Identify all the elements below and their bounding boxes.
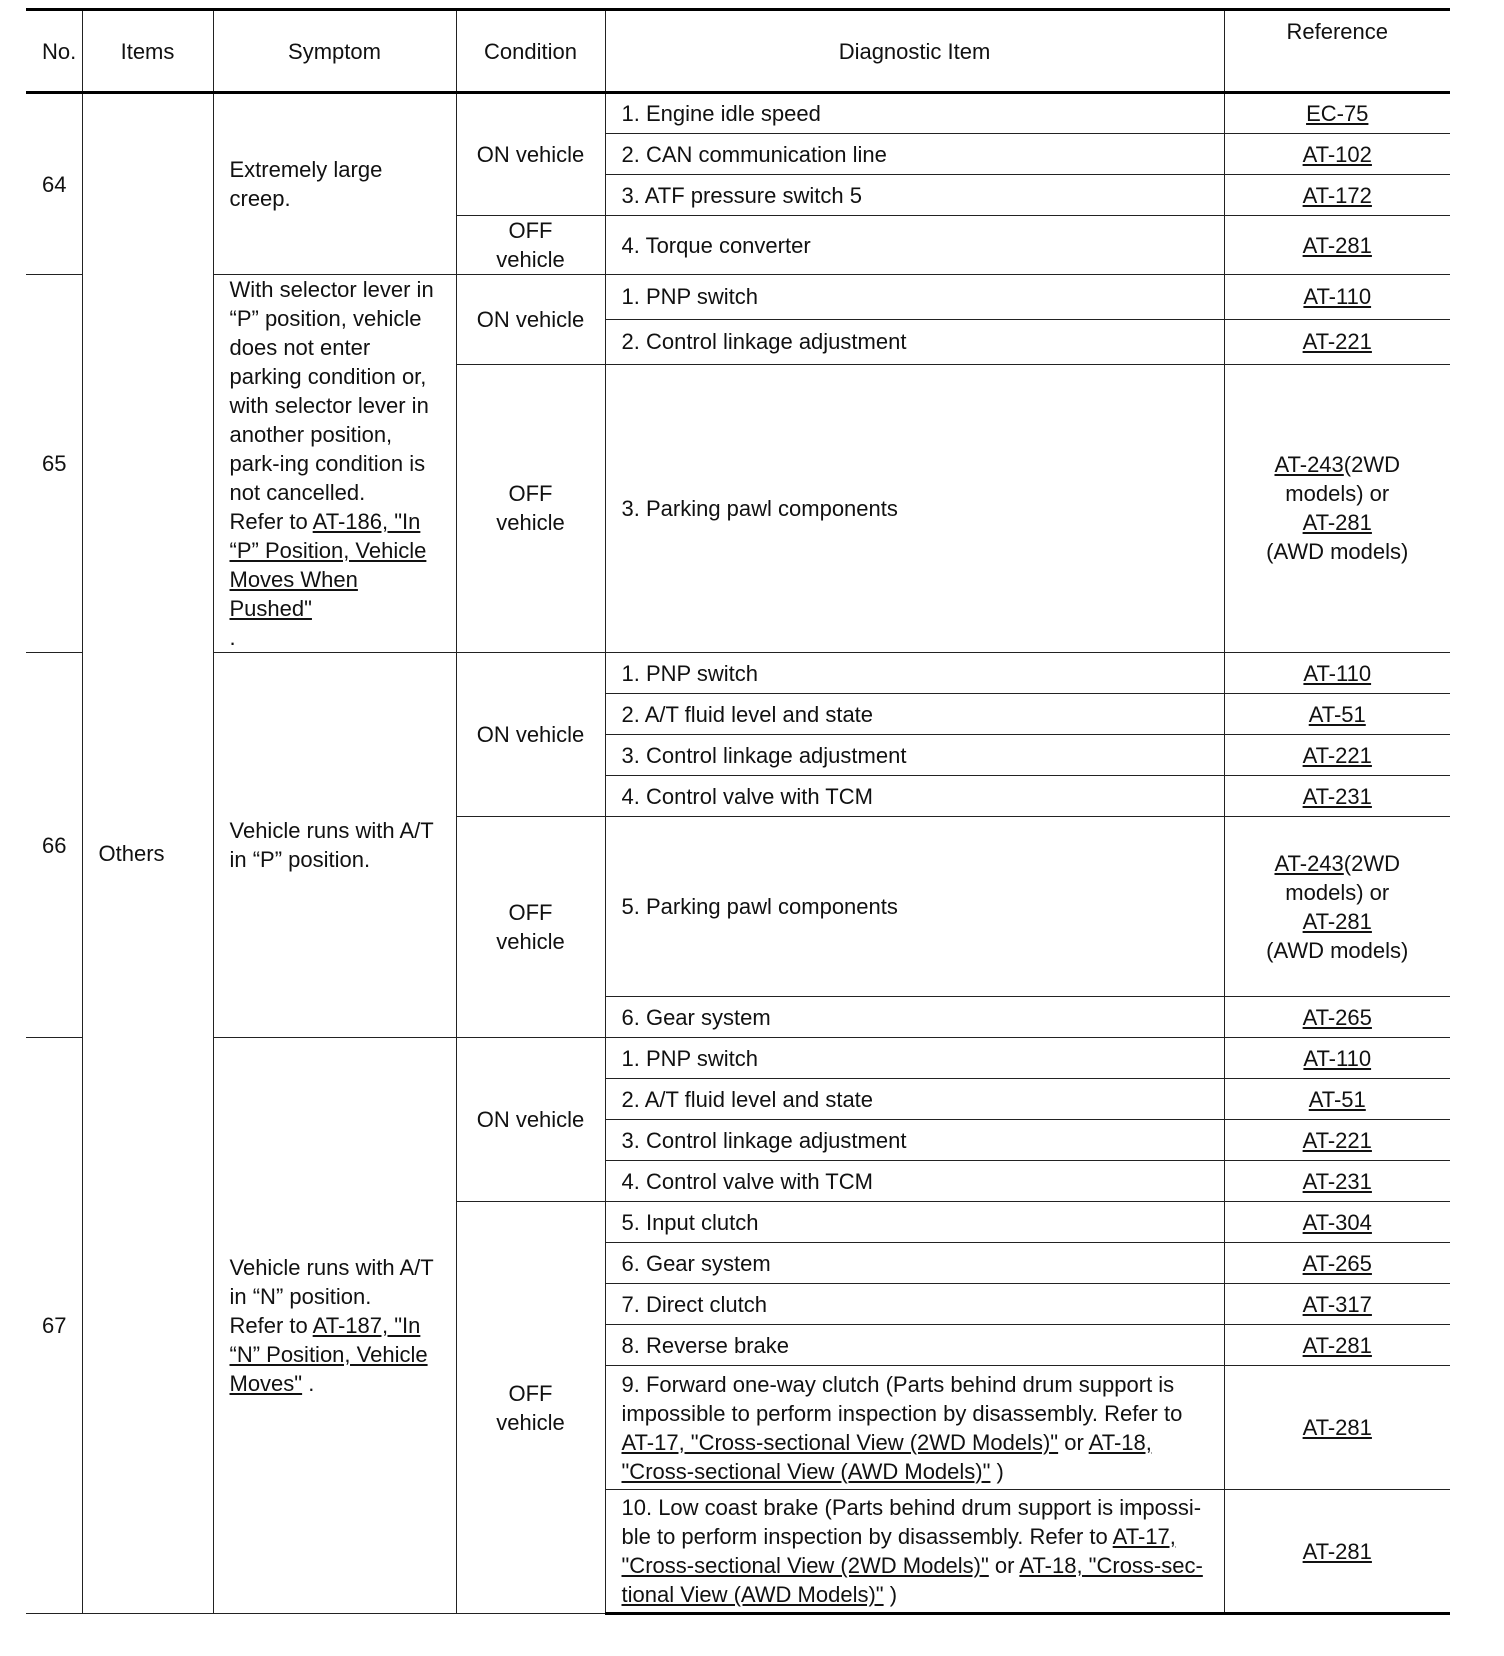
or-text: or bbox=[1058, 1429, 1089, 1455]
table-row bbox=[26, 653, 1450, 694]
reference-link[interactable]: AT-304 bbox=[1302, 1209, 1372, 1235]
symptom-text: With selector lever in “P” position, vehicle does not enter parking condition or, with selector lever in another position, park-ing condition is not cancelled. bbox=[229, 277, 434, 505]
diagnostic-text: 10. Low coast brake (Parts behind drum support is impossi-ble to perform inspection by disassembly. Refer to bbox=[621, 1495, 1202, 1549]
reference-link[interactable]: AT-102 bbox=[1302, 141, 1372, 167]
reference-cell bbox=[1224, 364, 1450, 652]
diagnostic-item: 1. PNP switch bbox=[605, 275, 1224, 320]
reference-link[interactable]: AT-51 bbox=[1308, 701, 1366, 727]
reference-cell bbox=[1224, 134, 1450, 175]
reference-link[interactable]: AT-281 bbox=[1302, 232, 1372, 258]
table-row bbox=[26, 93, 1450, 134]
reference-cell bbox=[1224, 1202, 1450, 1243]
table-row bbox=[26, 275, 1450, 320]
diagnostic-item: 1. PNP switch bbox=[605, 1038, 1224, 1079]
diagnostic-item: 6. Gear system bbox=[605, 997, 1224, 1038]
reference-cell bbox=[1224, 93, 1450, 134]
condition-cell: OFF vehicle bbox=[456, 216, 605, 275]
diagnostic-text: 9. Forward one-way clutch (Parts behind drum support is impossible to perform inspection by disassembly. Refer to bbox=[621, 1371, 1183, 1426]
reference-link[interactable]: AT-317 bbox=[1302, 1291, 1372, 1317]
symptom-link[interactable]: AT-187, "In “N” Position, Vehicle Moves" bbox=[229, 1313, 428, 1396]
row-number-67: 67 bbox=[26, 1038, 82, 1614]
reference-link[interactable]: AT-221 bbox=[1302, 742, 1372, 768]
reference-link[interactable]: AT-281 bbox=[1302, 1332, 1372, 1358]
items-cell: Others bbox=[82, 93, 213, 1614]
diagnostic-item bbox=[605, 1490, 1224, 1614]
reference-link[interactable]: AT-231 bbox=[1302, 1168, 1372, 1194]
diagnostic-item: 2. A/T fluid level and state bbox=[605, 1079, 1224, 1120]
reference-link[interactable]: AT-281 bbox=[1302, 1415, 1372, 1440]
condition-cell: ON vehicle bbox=[456, 1038, 605, 1202]
reference-cell bbox=[1224, 776, 1450, 817]
symptom-cell-66: Vehicle runs with A/T in “P” position. bbox=[213, 653, 456, 1038]
or-text: or bbox=[988, 1553, 1020, 1578]
condition-cell: ON vehicle bbox=[456, 653, 605, 817]
symptom-text: Vehicle runs with A/T in “N” position. bbox=[229, 1255, 434, 1309]
diagnostic-item: 2. A/T fluid level and state bbox=[605, 694, 1224, 735]
diagnostic-item: 1. PNP switch bbox=[605, 653, 1224, 694]
diagnostic-item: 5. Input clutch bbox=[605, 1202, 1224, 1243]
cross-reference-link[interactable]: AT-17, "Cross-sectional View (2WD Models)" bbox=[621, 1429, 1059, 1455]
diagnostic-item: 4. Control valve with TCM bbox=[605, 1161, 1224, 1202]
reference-cell bbox=[1224, 653, 1450, 694]
col-header-condition: Condition bbox=[456, 10, 605, 93]
reference-cell bbox=[1224, 1284, 1450, 1325]
symptom-cell-67 bbox=[213, 1038, 456, 1614]
diagnostic-item: 2. Control linkage adjustment bbox=[605, 319, 1224, 364]
diagnostic-item bbox=[605, 1366, 1224, 1490]
diagnostic-item: 2. CAN communication line bbox=[605, 134, 1224, 175]
reference-cell bbox=[1224, 817, 1450, 997]
diagnostic-item: 7. Direct clutch bbox=[605, 1284, 1224, 1325]
col-header-items: Items bbox=[82, 10, 213, 93]
diagnostic-item: 4. Control valve with TCM bbox=[605, 776, 1224, 817]
reference-cell bbox=[1224, 1161, 1450, 1202]
diagnostic-item: 1. Engine idle speed bbox=[605, 93, 1224, 134]
condition-cell: OFF vehicle bbox=[456, 817, 605, 1038]
diagnostic-item: 3. Control linkage adjustment bbox=[605, 1120, 1224, 1161]
row-number-64: 64 bbox=[26, 93, 82, 275]
cross-reference-link[interactable]: AT-18, "Cross-sectional View (AWD Models)" bbox=[621, 1429, 1152, 1484]
reference-link[interactable]: AT-110 bbox=[1303, 660, 1372, 686]
reference-link[interactable]: AT-281 bbox=[1302, 510, 1372, 536]
diagnostic-item: 5. Parking pawl components bbox=[605, 817, 1224, 997]
cross-reference-link[interactable]: AT-18, "Cross-sec-tional View (AWD Models)" bbox=[621, 1553, 1203, 1607]
reference-cell bbox=[1224, 735, 1450, 776]
diagnostic-item: 3. Control linkage adjustment bbox=[605, 735, 1224, 776]
reference-link[interactable]: AT-221 bbox=[1302, 1127, 1372, 1153]
condition-cell: OFF vehicle bbox=[456, 364, 605, 652]
reference-link[interactable]: AT-281 bbox=[1302, 908, 1372, 934]
reference-link[interactable]: AT-281 bbox=[1302, 1538, 1372, 1564]
symptom-cell-65 bbox=[213, 275, 456, 653]
refer-to-label: Refer to bbox=[229, 509, 308, 534]
col-header-no: No. bbox=[26, 10, 82, 93]
diagnostic-table bbox=[26, 8, 1450, 1615]
closing-paren: ) bbox=[990, 1458, 1004, 1484]
reference-link[interactable]: AT-243 bbox=[1274, 850, 1344, 876]
reference-cell bbox=[1224, 1079, 1450, 1120]
reference-link[interactable]: AT-221 bbox=[1302, 329, 1372, 355]
symptom-cell-64: Extremely large creep. bbox=[213, 93, 456, 275]
reference-cell bbox=[1224, 275, 1450, 320]
reference-cell bbox=[1224, 1325, 1450, 1366]
reference-note: (2WD models) or bbox=[1285, 850, 1401, 905]
col-header-symptom: Symptom bbox=[213, 10, 456, 93]
reference-cell bbox=[1224, 1120, 1450, 1161]
symptom-end: . bbox=[302, 1371, 315, 1396]
reference-link[interactable]: AT-51 bbox=[1308, 1086, 1366, 1112]
refer-to-label: Refer to bbox=[229, 1313, 308, 1338]
diagnostic-item: 6. Gear system bbox=[605, 1243, 1224, 1284]
reference-cell bbox=[1224, 319, 1450, 364]
cross-reference-link[interactable]: AT-17, "Cross-sectional View (2WD Models)" bbox=[621, 1524, 1176, 1578]
reference-link[interactable]: AT-172 bbox=[1302, 182, 1372, 208]
reference-note: (AWD models) bbox=[1266, 539, 1409, 565]
table-row bbox=[26, 1038, 1450, 1079]
diagnostic-item: 3. Parking pawl components bbox=[605, 364, 1224, 652]
col-header-diagnostic-item: Diagnostic Item bbox=[605, 10, 1224, 93]
reference-cell bbox=[1224, 216, 1450, 275]
diagnostic-item: 3. ATF pressure switch 5 bbox=[605, 175, 1224, 216]
reference-cell bbox=[1224, 694, 1450, 735]
reference-link[interactable]: AT-110 bbox=[1303, 1045, 1372, 1071]
condition-cell: OFF vehicle bbox=[456, 1202, 605, 1614]
header-row bbox=[26, 10, 1450, 93]
reference-note: (AWD models) bbox=[1266, 937, 1409, 963]
col-header-reference: Reference bbox=[1224, 10, 1450, 93]
reference-cell bbox=[1224, 1366, 1450, 1490]
condition-cell: ON vehicle bbox=[456, 93, 605, 216]
reference-cell bbox=[1224, 997, 1450, 1038]
symptom-link[interactable]: AT-186, "In “P” Position, Vehicle Moves When Pushed" bbox=[229, 509, 427, 621]
diagnostic-item: 4. Torque converter bbox=[605, 216, 1224, 275]
closing-paren: ) bbox=[883, 1582, 898, 1607]
diagnostic-item: 8. Reverse brake bbox=[605, 1325, 1224, 1366]
symptom-end: . bbox=[229, 625, 236, 650]
reference-note: (2WD models) or bbox=[1285, 452, 1401, 507]
row-number-66: 66 bbox=[26, 653, 82, 1038]
reference-link[interactable]: AT-231 bbox=[1302, 783, 1372, 809]
reference-link[interactable]: EC-75 bbox=[1306, 101, 1369, 126]
row-number-65: 65 bbox=[26, 275, 82, 653]
reference-link[interactable]: AT-265 bbox=[1302, 1004, 1372, 1030]
reference-link[interactable]: AT-265 bbox=[1302, 1250, 1372, 1276]
reference-link[interactable]: AT-110 bbox=[1303, 284, 1372, 310]
condition-cell: ON vehicle bbox=[456, 275, 605, 365]
reference-cell bbox=[1224, 1038, 1450, 1079]
reference-link[interactable]: AT-243 bbox=[1274, 452, 1344, 478]
reference-cell bbox=[1224, 1490, 1450, 1614]
reference-cell bbox=[1224, 1243, 1450, 1284]
reference-cell bbox=[1224, 175, 1450, 216]
